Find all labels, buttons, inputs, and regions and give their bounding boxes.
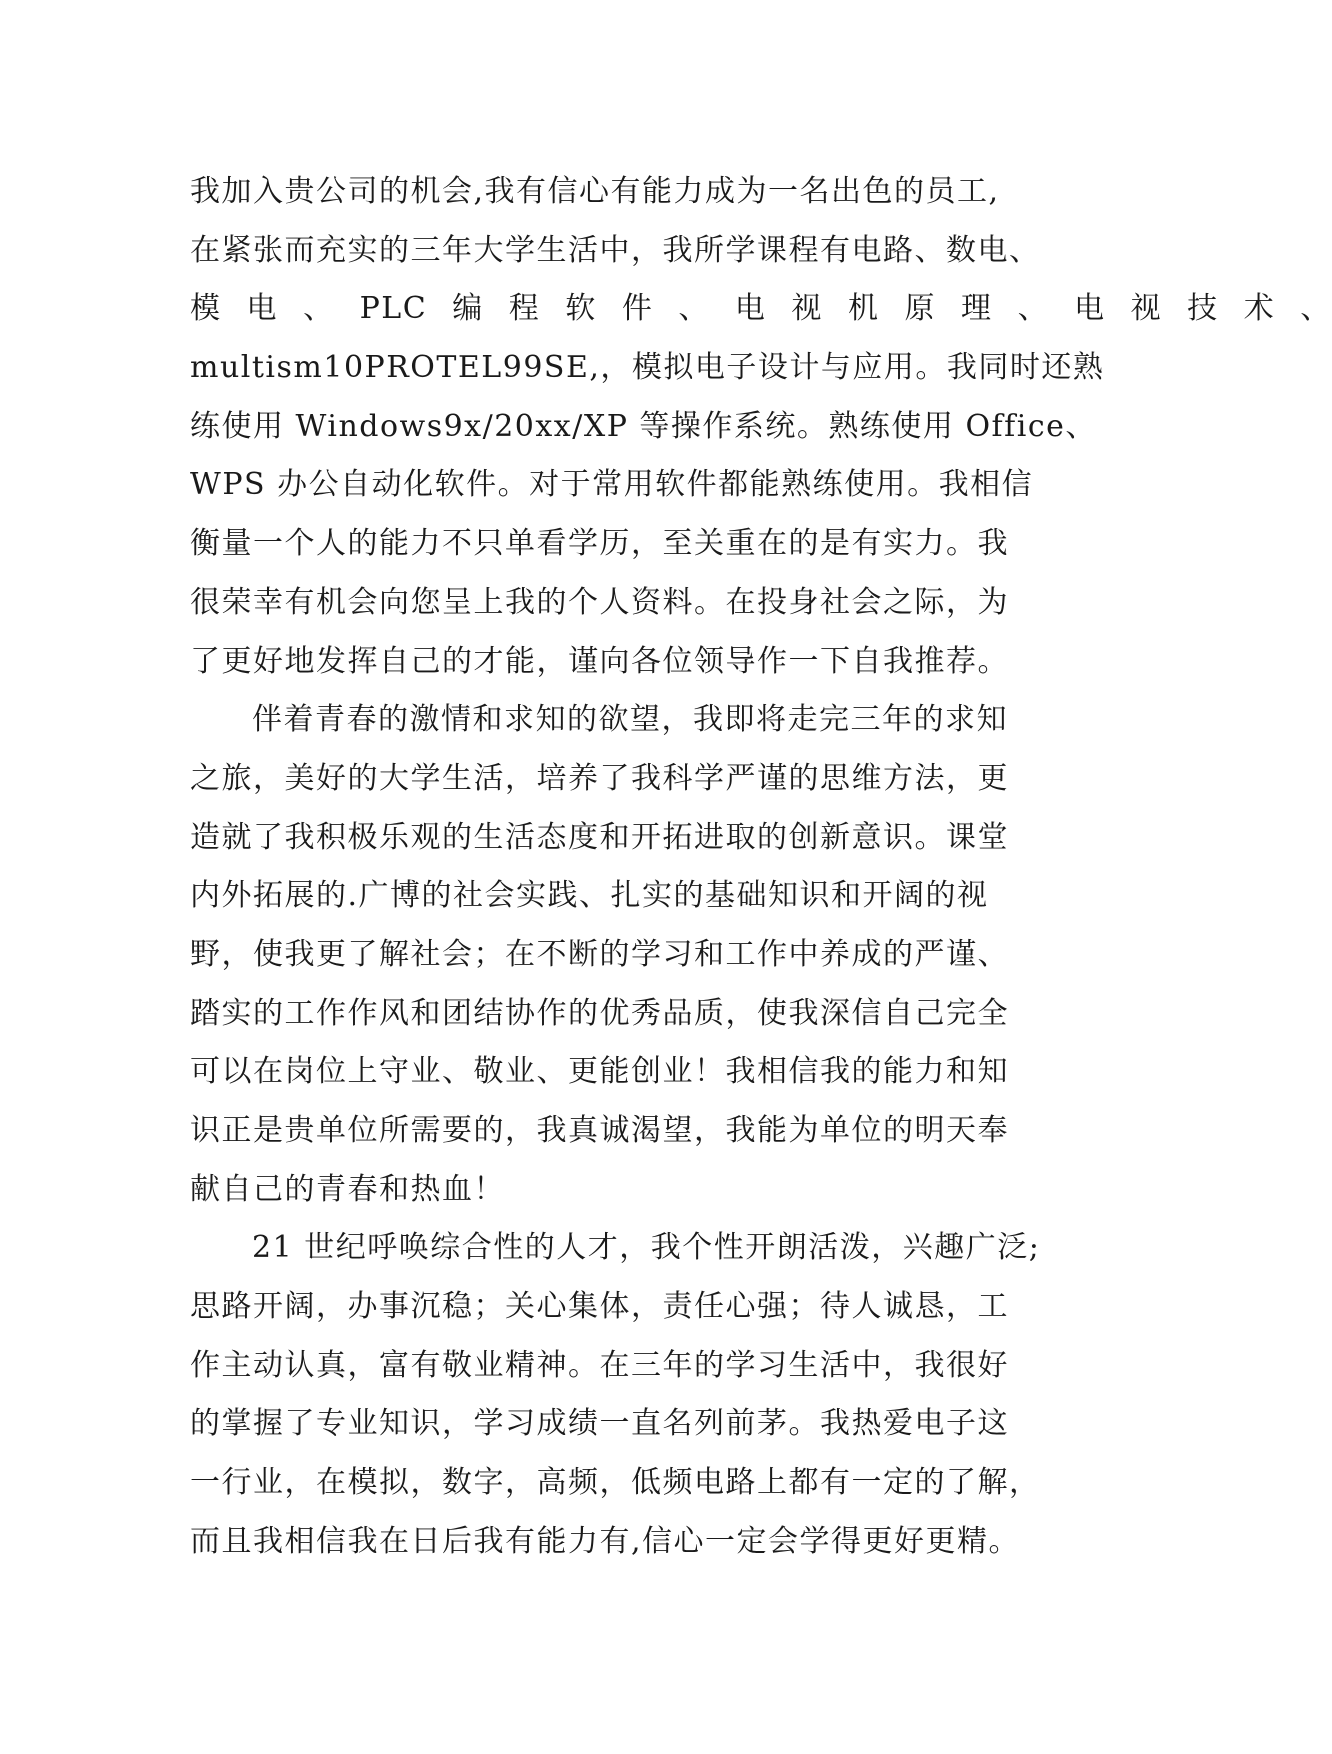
text-line: 一行业，在模拟，数字，高频，低频电路上都有一定的了解， [190, 1465, 1041, 1501]
text-line: 作主动认真，富有敬业精神。在三年的学习生活中，我很好 [190, 1347, 1009, 1383]
text-line: 内外拓展的.广博的社会实践、扎实的基础知识和开阔的视 [190, 878, 989, 914]
text-line: 很荣幸有机会向您呈上我的个人资料。在投身社会之际，为 [190, 584, 1009, 620]
text-line: 了更好地发挥自己的才能，谨向各位领导作一下自我推荐。 [190, 643, 1009, 679]
text-line: 衡量一个人的能力不只单看学历，至关重在的是有实力。我 [190, 526, 1009, 562]
text-line: 练使用 Windows9x/20xx/XP 等操作系统。熟练使用 Office、 [190, 408, 1097, 444]
text-line: WPS 办公自动化软件。对于常用软件都能熟练使用。我相信 [190, 467, 1034, 503]
document-body [190, 163, 1332, 1572]
text-line: 献自己的青春和热血！ [190, 1171, 505, 1207]
text-line: 而且我相信我在日后我有能力有,信心一定会学得更好更精。 [190, 1523, 1021, 1559]
text-line: multism10PROTEL99SE,，模拟电子设计与应用。我同时还熟 [190, 350, 1105, 386]
text-line: 在紧张而充实的三年大学生活中，我所学课程有电路、数电、 [190, 232, 1041, 268]
paragraph-first-line: 伴着青春的激情和求知的欲望，我即将走完三年的求知 [252, 702, 1008, 738]
text-line: 模 电 、 PLC 编 程 软 件 、 电 视 机 原 理 、 电 视 技 术 、 [190, 291, 1332, 327]
text-line: 踏实的工作作风和团结协作的优秀品质，使我深信自己完全 [190, 995, 1009, 1031]
text-line: 造就了我积极乐观的生活态度和开拓进取的创新意识。课堂 [190, 819, 1009, 855]
text-line: 野，使我更了解社会；在不断的学习和工作中养成的严谨、 [190, 936, 1009, 972]
text-line: 的掌握了专业知识，学习成绩一直名列前茅。我热爱电子这 [190, 1406, 1009, 1442]
text-line: 之旅，美好的大学生活，培养了我科学严谨的思维方法，更 [190, 760, 1009, 796]
text-line: 识正是贵单位所需要的，我真诚渴望，我能为单位的明天奉 [190, 1113, 1009, 1148]
text-line: 可以在岗位上守业、敬业、更能创业！我相信我的能力和知 [190, 1054, 1009, 1090]
text-line: 思路开阔，办事沉稳；关心集体，责任心强；待人诚恳，工 [190, 1289, 1009, 1325]
text-line: 我加入贵公司的机会,我有信心有能力成为一名出色的员工, [190, 174, 1000, 209]
paragraph-first-line: 21 世纪呼唤综合性的人才，我个性开朗活泼，兴趣广泛; [252, 1230, 1041, 1266]
